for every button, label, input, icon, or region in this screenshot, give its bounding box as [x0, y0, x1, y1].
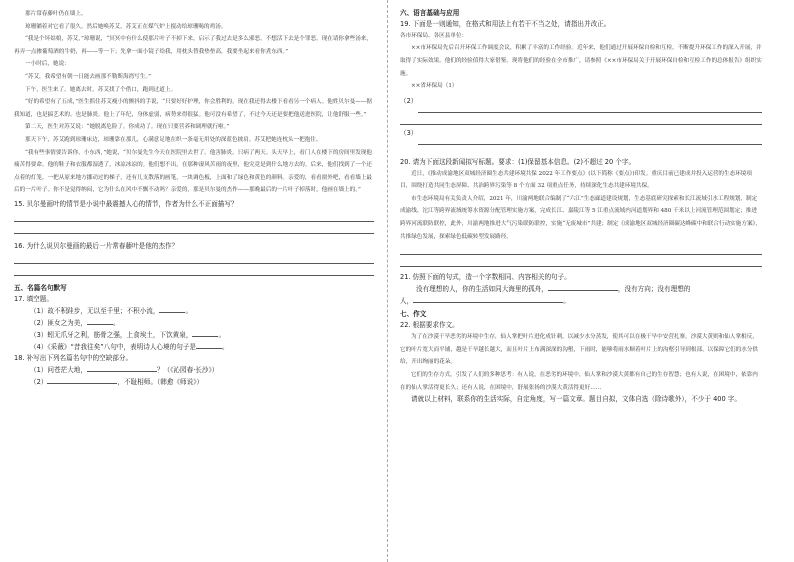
section-heading-7: 七、作文 — [400, 310, 427, 319]
fill-item: （2）匪女之为美， 。 — [30, 318, 120, 327]
question-21: 21. 仿照下面的句式，造一个字数相同、内容相关的句子。 — [400, 273, 571, 282]
story-paragraph: “我是个坏姑娘，苏艾，”琼珊说，“冥冥中有什么使那片叶子不掉下来，启示了我过去是多么邪恶。不想活下去是个罪恶。现在请你拿些汤来，再弄一点掺葡萄酒的牛奶，再——等一下；先拿一面小镜子给我，用枕头替我垫垫高，我要坐起来看你煮东西。” — [14, 36, 372, 55]
fill-item: （3）蚓无爪牙之利，筋骨之强，上食埃土，下饮黄泉， 。 — [30, 330, 226, 339]
answer-line[interactable] — [14, 222, 374, 234]
answer-line[interactable] — [418, 101, 762, 113]
notice-recipient: 各市环保局、各区县单位： — [400, 33, 468, 39]
answer-line[interactable] — [400, 113, 762, 125]
essay-material: 为了在沙漠干旱恶劣的环境中生存，仙人掌把叶片进化成针刺，以减少水分蒸发，使其可以在极干旱中安营扎寨。沙漠大黄则和仙人掌相反，它的叶片宽大而平铺，越是干旱越长越大，而且叶片上布满深深的沟壑，下雨时，能够将雨水顺着叶片上的沟壑引导到根部，以保障它们的水分供给，开出绚丽的花朵。 — [400, 334, 759, 366]
fill-blank[interactable] — [47, 376, 117, 384]
fill-blank[interactable] — [159, 305, 185, 313]
fill-blank[interactable] — [413, 295, 563, 303]
notice-signature: ××省环保局（1） — [411, 83, 458, 90]
answer-line[interactable] — [14, 252, 374, 264]
question-20: 20. 请为下面这段新闻拟写标题。要求：(1)保留基本信息。(2)不超过 20 个字。 — [400, 157, 636, 166]
fill-item: （4）《采薇》“昔我往矣”八句中，表明诗人心境的句子是 。 — [30, 342, 229, 351]
story-paragraph: 一小时后，她说： — [25, 61, 70, 68]
story-paragraph: “好的希望有了五成，”医生抓住苏艾瘦小的颤抖的手说，“只要好好护理，你会胜利的。现在我还得去楼下看看另一个病人。他姓贝尔曼——据我知道，也是搞艺术的。也是肺炎。他上了年纪，身体虚弱，病势来得很猛。他可没有希望了，不过今天还是要把他送进医院，让他舒服一些。” — [14, 99, 372, 118]
fill-blank[interactable] — [87, 364, 157, 372]
story-paragraph: 下午，医生来了，她离去时，苏艾找了个借口，跑到过道上。 — [25, 86, 177, 93]
answer-label: （3） — [400, 128, 418, 137]
fill-blank[interactable] — [548, 283, 618, 291]
example-sentence-cont: 人， 。 — [400, 297, 570, 306]
fill-item: （1）问苍茫大地， ？（《沁园春·长沙》） — [30, 365, 219, 374]
story-paragraph: 琼珊躺着对它看了很久。然后她唤苏艾，苏艾正在煤气炉上搅动给琼珊喝的鸡汤。 — [25, 23, 227, 30]
answer-line[interactable] — [14, 264, 374, 276]
essay-material: 它们的生存方式，引发了人们的多种思考：有人说，在恶劣的环境中，仙人掌和沙漠大黄都有自己的生存智慧；也有人说，在困境中，依靠内在的仙人掌活得更长久；还有人说，在困境中，舒展张扬的沙漠大黄活得更好…… — [400, 371, 758, 391]
answer-line[interactable] — [418, 133, 762, 145]
left-column — [14, 8, 374, 388]
answer-line[interactable] — [400, 243, 762, 255]
answer-line[interactable] — [400, 255, 762, 267]
fill-blank[interactable] — [192, 329, 218, 337]
question-17: 17. 填空题。 — [14, 294, 53, 303]
story-paragraph: “我有些事情要告诉你，小东西，”她说，“贝尔曼先生今天在医院里去世了。他害肺炎，只病了两天。头天早上，看门人在楼下的房间里发现他痛苦得要命。他的鞋子和衣服都湿透了，冰凉冰凉的。他们想不出，在那种凄风苦雨的夜里，他究竟是到什么地方去的。后来，他们找到了一个还点着的灯笼，一把从原来地方挪动过的梯子，还有几支散落的画笔，一块调色板，上面和了绿色和黄色的颜料。亲爱的，看看窗外吧，看看墙上最后的一片叶子。你不是觉得纳闷，它为什么在风中不飘不动吗？亲爱的，那是贝尔曼的杰作——那晚最后的一片叶子掉落时，他画在墙上的。” — [14, 149, 373, 194]
answer-label: （2） — [400, 96, 418, 105]
section-heading-5: 五、名篇名句默写 — [14, 283, 67, 292]
story-paragraph: 那片常春藤叶仍在墙上。 — [25, 11, 87, 17]
section-heading-6: 六、语言基础与应用 — [400, 9, 460, 17]
notice-body: ××市环保局先后召开环保工作调度会议，积累了丰富的工作经验。近年来，他们通过开展环保自检和互检，不断提升环保工作的深入开展，并取得了实际效果。他们的经验值得大家借鉴。现将他们的经验在全市推广，请参照《××市环保局关于开展环保自检和互检工作的总体报告》组织实施。 — [400, 45, 762, 77]
fill-item: （1）故不积跬步，无以至千里；不积小流， 。 — [30, 306, 193, 315]
news-paragraph: 市生态环境局有关负责人介绍，2021 年，川渝两地联合编制了“六江”生态廊道建设规划，生态基底研究探索和长江流域引水工程规划，制定成渝线、沱江等跨界流域统筹水资源分配管理实施方案，完成长江、嘉陵江等 5 江重点流域内河道划界和 480 千米以上河流管理范围划定；推进跨界河流联防联控，此外，川渝两地推进大气污染联防联控，实施“无废城市”共建；制定《成渝地区双城经济圈碳达峰碳中和联合行动实施方案》，共推绿色发展，探索绿色低碳转型发展路径。 — [400, 195, 761, 240]
fill-blank[interactable] — [196, 341, 222, 349]
story-paragraph: 第二天，医生对苏艾说：“她脱离危险了。你成功了。现在只要营养和调理就行啦。” — [25, 124, 230, 131]
fill-item: （2） ，不耻相师。（韩愈《师说》） — [30, 377, 204, 386]
example-sentence: 没有理想的人，你的生活如同大海里的孤舟， ，没有方向；没有理想的 — [416, 285, 691, 294]
column-divider — [387, 0, 388, 562]
question-15: 15. 贝尔曼画叶的情节是小说中最震撼人心的情节，作者为什么不正面描写？ — [14, 199, 238, 208]
fill-blank[interactable] — [87, 317, 113, 325]
answer-line[interactable] — [14, 210, 374, 222]
news-paragraph: 近日，《推动成渝地区双城经济圈生态共建环境共保 2022 年工作要点》(以下简称《要点》)印发。重庆目前已建成并投入运营的生态环境项目，围绕打造共同生态屏障、共治跨界污染等 8 个方面 32 项重点任务，持续深化生态共建环境共保。 — [400, 170, 752, 190]
question-22: 22. 根据要求作文。 — [400, 321, 459, 330]
story-paragraph: “苏艾，我希望有朝一日能去画那不勒斯海湾写生。” — [25, 73, 151, 80]
question-18: 18. 补写出下列名篇名句中的空缺部分。 — [14, 353, 133, 362]
question-19: 19. 下面是一则通知，在格式和用法上有若干不当之处，请指出并改正。 — [400, 20, 611, 28]
essay-requirement: 请就以上材料，联系你的生活实际，自定角度，写一篇文章。题目自拟，文体自选（除诗歌外），不少于 400 字。 — [411, 395, 741, 404]
story-paragraph: 那天下午，苏艾跑到琼珊床边，琼珊靠在那儿，心满意足地在织一条毫无用处的深蓝色披肩。苏艾把她连枕头一把抱住。 — [25, 136, 322, 143]
question-16: 16. 为什么说贝尔曼画的最后一片常春藤叶是他的杰作？ — [14, 241, 179, 250]
right-column — [400, 8, 762, 405]
